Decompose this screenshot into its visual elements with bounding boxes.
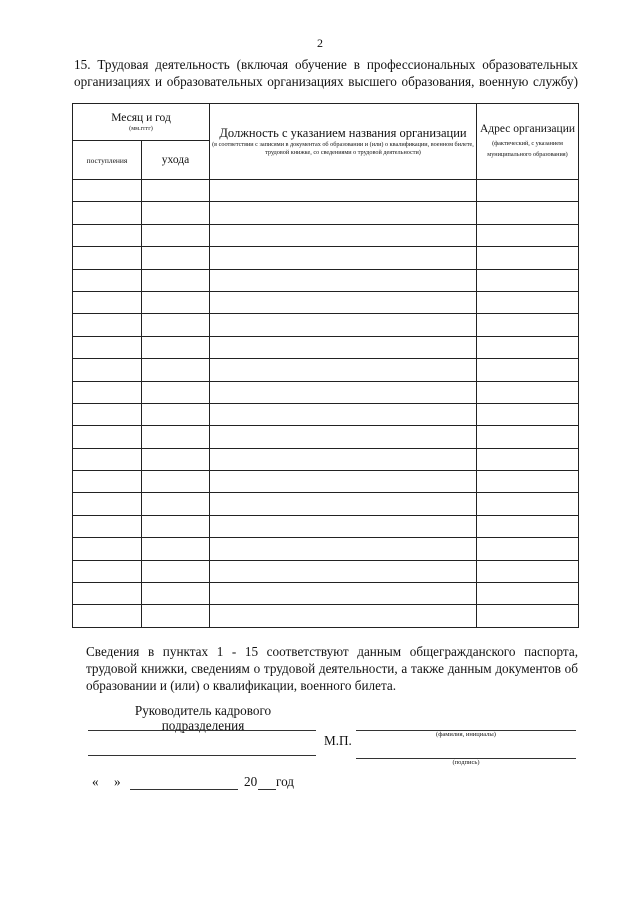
admission-cell[interactable]	[73, 202, 142, 224]
position-cell[interactable]	[210, 403, 477, 425]
date-open-quote: «	[92, 774, 99, 789]
admission-cell[interactable]	[73, 605, 142, 627]
admission-cell[interactable]	[73, 515, 142, 537]
address-cell[interactable]	[477, 359, 579, 381]
position-cell[interactable]	[210, 471, 477, 493]
position-cell[interactable]	[210, 224, 477, 246]
date-year-prefix: 20	[244, 774, 258, 789]
departure-cell[interactable]	[142, 291, 210, 313]
admission-cell[interactable]	[73, 381, 142, 403]
departure-cell[interactable]	[142, 247, 210, 269]
address-cell[interactable]	[477, 269, 579, 291]
table-row	[73, 605, 579, 627]
admission-cell[interactable]	[73, 224, 142, 246]
table-row	[73, 291, 579, 313]
position-cell[interactable]	[210, 291, 477, 313]
admission-cell[interactable]	[73, 359, 142, 381]
month-year-header	[73, 104, 210, 141]
departure-cell[interactable]	[142, 224, 210, 246]
address-cell[interactable]	[477, 515, 579, 537]
admission-cell[interactable]	[73, 314, 142, 336]
departure-cell[interactable]	[142, 538, 210, 560]
position-cell[interactable]	[210, 426, 477, 448]
hr-head-title: Руководитель кадрового подразделения	[134, 703, 272, 733]
table-row	[73, 336, 579, 358]
departure-cell[interactable]	[142, 515, 210, 537]
admission-cell[interactable]	[73, 180, 142, 202]
table-row	[73, 471, 579, 493]
date-close-quote: »	[114, 774, 121, 789]
address-cell[interactable]	[477, 336, 579, 358]
departure-cell[interactable]	[142, 448, 210, 470]
departure-cell[interactable]	[142, 403, 210, 425]
page-number: 2	[317, 36, 323, 50]
position-header	[210, 104, 477, 180]
address-cell[interactable]	[477, 180, 579, 202]
table-row	[73, 314, 579, 336]
date-year-line[interactable]	[258, 789, 276, 790]
position-cell[interactable]	[210, 448, 477, 470]
departure-cell[interactable]	[142, 359, 210, 381]
table-row	[73, 224, 579, 246]
address-label: Адрес организации	[479, 123, 575, 135]
date-day-month-line[interactable]	[130, 789, 238, 790]
admission-cell[interactable]	[73, 493, 142, 515]
section-title-line-2: организациях и образовательных организациях высшего образования, военную службу)	[74, 74, 578, 89]
departure-cell[interactable]	[142, 381, 210, 403]
table-row	[73, 403, 579, 425]
table-row	[73, 359, 579, 381]
address-cell[interactable]	[477, 493, 579, 515]
departure-cell[interactable]	[142, 493, 210, 515]
month-year-label: Месяц и год	[111, 111, 171, 124]
address-cell[interactable]	[477, 538, 579, 560]
table-row	[73, 247, 579, 269]
position-note: (в соответствии с записями в документах об образовании и (или) о квалификации, военном билете, трудовой книжке, со сведениями о трудовой деятельности)	[212, 141, 474, 156]
address-cell[interactable]	[477, 583, 579, 605]
section-title	[74, 56, 578, 90]
admission-cell[interactable]	[73, 247, 142, 269]
admission-cell[interactable]	[73, 538, 142, 560]
address-cell[interactable]	[477, 403, 579, 425]
admission-cell[interactable]	[73, 471, 142, 493]
position-cell[interactable]	[210, 247, 477, 269]
date-year-suffix: год	[276, 774, 295, 789]
position-cell[interactable]	[210, 381, 477, 403]
position-cell[interactable]	[210, 336, 477, 358]
address-cell[interactable]	[477, 471, 579, 493]
address-cell[interactable]	[477, 381, 579, 403]
address-cell[interactable]	[477, 224, 579, 246]
name-caption: (фамилия, инициалы)	[436, 731, 496, 738]
position-cell[interactable]	[210, 180, 477, 202]
departure-cell[interactable]	[142, 471, 210, 493]
departure-cell[interactable]	[142, 605, 210, 627]
signature-caption: (подпись)	[452, 759, 480, 766]
position-cell[interactable]	[210, 515, 477, 537]
admission-header: поступления	[73, 141, 142, 180]
departure-cell[interactable]	[142, 202, 210, 224]
address-cell[interactable]	[477, 426, 579, 448]
admission-cell[interactable]	[73, 448, 142, 470]
employment-history-table	[72, 103, 579, 628]
departure-cell[interactable]	[142, 560, 210, 582]
admission-cell[interactable]	[73, 560, 142, 582]
table-row	[73, 269, 579, 291]
departure-cell[interactable]	[142, 180, 210, 202]
table-row	[73, 515, 579, 537]
stamp-label: М.П.	[324, 733, 352, 748]
position-cell[interactable]	[210, 314, 477, 336]
position-cell[interactable]	[210, 493, 477, 515]
departure-cell[interactable]	[142, 269, 210, 291]
confirmation-note: Сведения в пунктах 1 - 15 соответствуют данным общегражданского паспорта, трудовой книжки, сведениям о трудовой деятельности, а также данным документов об образовании и (или) о квалификации, военного билета.	[86, 644, 578, 693]
table-row	[73, 583, 579, 605]
address-cell[interactable]	[477, 448, 579, 470]
table-row	[73, 448, 579, 470]
table-row	[73, 180, 579, 202]
address-note: (фактический, с указанием муниципального образования)	[487, 140, 568, 158]
admission-cell[interactable]	[73, 426, 142, 448]
address-cell[interactable]	[477, 605, 579, 627]
departure-header: ухода	[142, 141, 210, 180]
table-row	[73, 560, 579, 582]
position-cell[interactable]	[210, 605, 477, 627]
section-title-line-1: 15. Трудовая деятельность (включая обучение в профессиональных образовательных	[74, 57, 578, 72]
table-row	[73, 426, 579, 448]
address-header	[477, 104, 579, 180]
address-cell[interactable]	[477, 291, 579, 313]
table-row	[73, 493, 579, 515]
admission-cell[interactable]	[73, 403, 142, 425]
position-cell[interactable]	[210, 202, 477, 224]
departure-cell[interactable]	[142, 314, 210, 336]
departure-cell[interactable]	[142, 583, 210, 605]
position-cell[interactable]	[210, 359, 477, 381]
month-year-format: (мм.гггг)	[129, 124, 153, 132]
hr-head-line-2[interactable]	[88, 755, 316, 756]
departure-cell[interactable]	[142, 426, 210, 448]
position-label: Должность с указанием названия организации	[219, 126, 467, 140]
table-row	[73, 381, 579, 403]
admission-cell[interactable]	[73, 336, 142, 358]
address-cell[interactable]	[477, 314, 579, 336]
admission-cell[interactable]	[73, 583, 142, 605]
hr-head-line[interactable]	[88, 730, 316, 731]
departure-cell[interactable]	[142, 336, 210, 358]
position-cell[interactable]	[210, 538, 477, 560]
table-row	[73, 202, 579, 224]
table-row	[73, 538, 579, 560]
position-cell[interactable]	[210, 583, 477, 605]
position-cell[interactable]	[210, 560, 477, 582]
position-cell[interactable]	[210, 269, 477, 291]
address-cell[interactable]	[477, 560, 579, 582]
admission-cell[interactable]	[73, 291, 142, 313]
address-cell[interactable]	[477, 202, 579, 224]
admission-cell[interactable]	[73, 269, 142, 291]
address-cell[interactable]	[477, 247, 579, 269]
